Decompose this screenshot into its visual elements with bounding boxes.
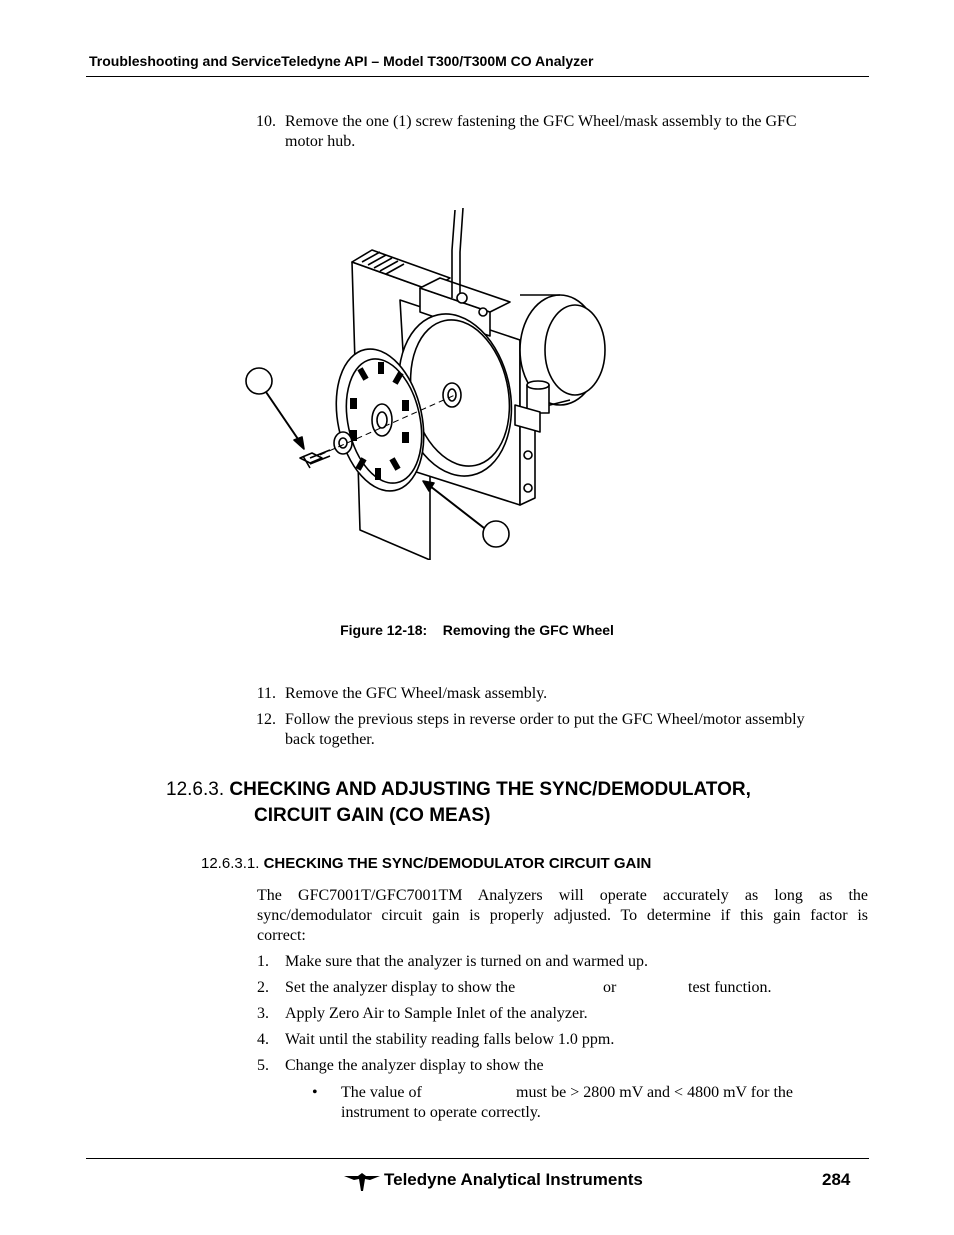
- step-text: Wait until the stability reading falls below 1.0 ppm.: [285, 1031, 615, 1048]
- step-number: 1.: [257, 953, 269, 970]
- step-number: 3.: [257, 1005, 269, 1022]
- bullet-symbol: •: [312, 1084, 318, 1101]
- step-text: Set the analyzer display to show the: [285, 979, 516, 996]
- step-number: 12.: [256, 711, 276, 728]
- step-text: Follow the previous steps in reverse order to put the GFC Wheel/motor assembly: [285, 711, 805, 728]
- footer-company: Teledyne Analytical Instruments: [384, 1170, 643, 1189]
- intro-line: The GFC7001T/GFC7001TM Analyzers will operate accurately as long as the: [257, 887, 868, 904]
- bullet-text: instrument to operate correctly.: [341, 1104, 541, 1121]
- subsection-number: 12.6.3.1.: [201, 855, 260, 872]
- figure-caption-label: Figure 12-18:: [340, 622, 428, 638]
- subsection-heading: [201, 855, 651, 872]
- section-heading: [166, 777, 751, 829]
- running-header: Troubleshooting and ServiceTeledyne API – Model T300/T300M CO Analyzer: [89, 53, 594, 69]
- step-text: Make sure that the analyzer is turned on and warmed up.: [285, 953, 648, 970]
- gfc-wheel-removal-figure: [240, 200, 620, 560]
- subsection-title: CHECKING THE SYNC/DEMODULATOR CIRCUIT GAIN: [263, 855, 652, 872]
- step-text: Change the analyzer display to show the: [285, 1057, 544, 1074]
- teledyne-logo-icon: [344, 1172, 380, 1192]
- intro-line: correct:: [257, 927, 306, 944]
- step-text: test function.: [688, 979, 772, 996]
- step-text: or: [603, 979, 617, 996]
- step-number: 11.: [256, 685, 276, 702]
- section-number: 12.6.3.: [166, 779, 225, 800]
- section-title-line1: CHECKING AND ADJUSTING THE SYNC/DEMODULATOR,: [229, 779, 751, 800]
- step-number: 5.: [257, 1057, 269, 1074]
- header-rule: [86, 76, 869, 77]
- step-text: back together.: [285, 731, 375, 748]
- step-text: Remove the one (1) screw fastening the GFC Wheel/mask assembly to the GFC: [285, 113, 797, 130]
- footer-rule: [86, 1158, 869, 1159]
- step-number: 2.: [257, 979, 269, 996]
- section-title-line2: CIRCUIT GAIN (CO MEAS): [254, 805, 491, 826]
- figure-caption-title: Removing the GFC Wheel: [442, 622, 614, 638]
- intro-line: sync/demodulator circuit gain is properly adjusted. To determine if this gain factor is: [257, 907, 868, 924]
- step-number: 10.: [256, 113, 276, 130]
- page-number: 284: [822, 1170, 851, 1189]
- step-text: Apply Zero Air to Sample Inlet of the analyzer.: [285, 1005, 588, 1022]
- figure-caption: [0, 622, 954, 638]
- step-text: motor hub.: [285, 133, 356, 150]
- bullet-text: The value of: [341, 1084, 422, 1101]
- step-text: Remove the GFC Wheel/mask assembly.: [285, 685, 548, 702]
- bullet-text: must be > 2800 mV and < 4800 mV for the: [516, 1084, 793, 1101]
- step-number: 4.: [257, 1031, 269, 1048]
